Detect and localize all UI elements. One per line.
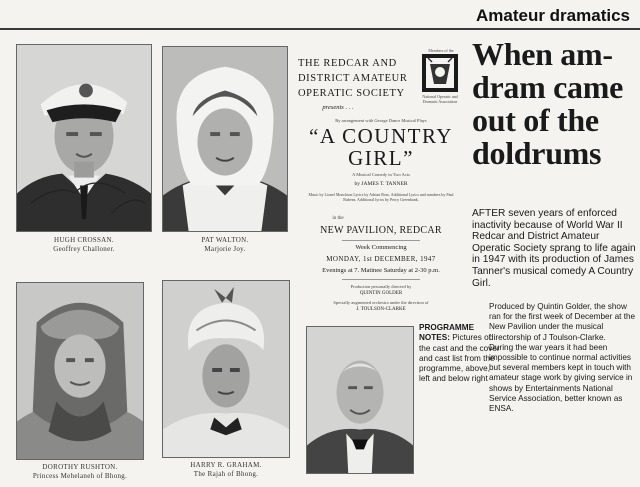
- photo-dorothy-rushton: [16, 282, 144, 460]
- arrangement-text: By arrangement with George Dance Musical Plays: [335, 118, 427, 123]
- cast-role: Marjorie Joy.: [204, 245, 246, 253]
- cast-role: Princess Mehelaneh of Bhong.: [32, 472, 128, 480]
- header-rule: [0, 28, 472, 30]
- emblem-caption: National Operatic and Dramatic Association: [422, 94, 458, 104]
- photo-harry-graham: [162, 280, 290, 458]
- poster-divider: [342, 279, 420, 280]
- cast-name: DOROTHY RUSHTON.: [42, 463, 118, 471]
- article-intro: AFTER seven years of enforced inactivity because of World War II Redcar and District Amateur Operatic Society sprang to life again in 1947 with its production of James Tanner's musical comedy A Country Girl.: [472, 208, 636, 289]
- article-headline: When am-dram came out of the doldrums: [472, 36, 624, 171]
- show-title: “A COUNTRY GIRL”: [309, 124, 453, 170]
- music-credits: Music by Lionel Monckton Lyrics by Adrian Ross. Additional Lyrics and numbers by Paul Rubens. Additional lyrics by Percy Greenbank.: [308, 192, 454, 202]
- photo-cast-member: [306, 326, 414, 474]
- cast-name: PAT WALTON.: [201, 236, 249, 244]
- cast-role: The Rajah of Bhong.: [193, 470, 259, 478]
- caption-hugh-crossan: [16, 236, 152, 254]
- show-author: by JAMES T. TANNER: [354, 181, 408, 187]
- musical-director-label: Specially augmented orchestra under the direction of: [333, 300, 429, 305]
- membership-note: Members of the: [428, 48, 454, 53]
- performance-date: MONDAY, 1st DECEMBER, 1947: [326, 255, 436, 263]
- performance-times: Evenings at 7. Matinee Saturday at 2-30 p.m.: [322, 267, 440, 274]
- section-header: [0, 0, 640, 34]
- in-the-text: in the: [332, 216, 344, 221]
- caption-pat-walton: [162, 236, 288, 254]
- caption-dorothy-rushton: [16, 463, 144, 481]
- presents-text: presents . . .: [322, 104, 354, 111]
- photo-hugh-crossan: [16, 44, 152, 232]
- programme-notes-label: PROGRAMME NOTES:: [419, 323, 475, 343]
- photo-pat-walton: [162, 46, 288, 232]
- cast-name: HUGH CROSSAN.: [54, 236, 114, 244]
- musical-director-name: J. TOULSON-CLARKE: [356, 307, 406, 312]
- venue: NEW PAVILION, REDCAR: [320, 225, 442, 236]
- article-body: [489, 302, 637, 414]
- article-paragraph: Produced by Quintin Golder, the show ran for the first week of December at the New Pavilion under the musical directorship of J Toulson-Clarke.: [489, 302, 636, 342]
- show-subtitle: A Musical Comedy in Two Acts: [352, 172, 410, 177]
- section-title: Amateur dramatics: [475, 6, 630, 25]
- society-name: THE REDCAR AND DISTRICT AMATEUR OPERATIC SOCIETY: [298, 58, 408, 99]
- cast-role: Geoffrey Challoner.: [53, 245, 115, 253]
- header-rule-right: [472, 28, 640, 30]
- poster-divider: [342, 240, 420, 241]
- society-emblem-icon: [422, 54, 458, 92]
- week-commencing: Week Commencing: [355, 244, 407, 251]
- programme-notes-text: Pictures of the cast and the cover and cast list from the programme, above, left and below right: [419, 333, 500, 384]
- caption-harry-graham: [162, 461, 290, 479]
- programme-cover: [298, 46, 464, 338]
- producer-name: QUINTIN GOLDER: [359, 291, 403, 296]
- cast-name: HARRY R. GRAHAM.: [190, 461, 262, 469]
- producer-label: Production personally directed by: [350, 284, 412, 289]
- article-paragraph: During the war years it had been impossible to continue normal activities but several members kept in touch with amateur stage work by giving service in shows by Entertainments National Service Association, better known as ENSA.: [489, 342, 633, 414]
